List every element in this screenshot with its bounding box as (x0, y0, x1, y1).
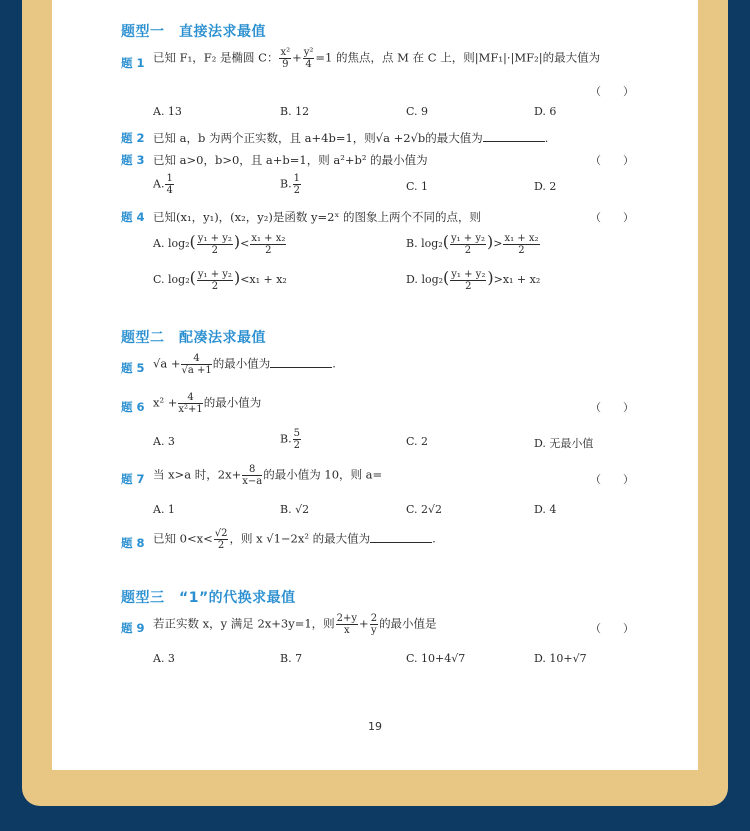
question-number-1: 题 1 (121, 56, 145, 70)
option-1b: B. 12 (280, 105, 310, 118)
answer-paren-6: （ ） (590, 401, 634, 414)
page-number: 19 (368, 720, 382, 733)
answer-paren-7: （ ） (590, 473, 634, 486)
option-1d: D. 6 (534, 105, 557, 118)
question-8-text: 已知 0<x< $\frac{√2}{2}$ ，则 x √1−2x² 的最大值为 . (153, 528, 436, 551)
question-1-text: 已知 F₁，F₂ 是椭圆 C： $\frac{\text{x²}}{9}$ + $\frac{\text{y²}}{4}$ =1 的焦点，点 M 在 C 上，则|MF₁|·|MF₂|的最大值为 (153, 47, 601, 70)
option-4b: B. log₂( $\frac{\text{y₁ + y₂}}{2}$ )> $\frac{\text{x₁ + x₂}}{2}$ (406, 232, 539, 256)
question-number-2: 题 2 (121, 131, 145, 145)
option-6d: D. 无最小值 (534, 437, 594, 450)
option-7a: A. 1 (153, 503, 175, 516)
answer-blank-5 (270, 366, 332, 368)
question-7-text: 当 x>a 时，2x+ $\frac{8}{x-a}$ 的最小值为 10，则 a= (153, 464, 383, 487)
answer-paren-9: （ ） (590, 622, 634, 635)
option-6a: A. 3 (153, 435, 175, 448)
option-9a: A. 3 (153, 652, 175, 665)
option-7d: D. 4 (534, 503, 557, 516)
option-3b: B. $\frac{1}{2}$ (280, 173, 300, 196)
option-4a: A. log₂( $\frac{\text{y₁ + y₂}}{2}$ )< $\frac{\text{x₁ + x₂}}{2}$ (153, 232, 286, 256)
question-number-8: 题 8 (121, 536, 145, 550)
question-9-text: 若正实数 x，y 满足 2x+3y=1，则 $\frac{2+y}{x}$ + $\frac{2}{y}$ 的最小值是 (153, 613, 437, 636)
option-4c: C. log₂( $\frac{\text{y₁ + y₂}}{2}$ )<x₁ + x₂ (153, 268, 287, 292)
option-6c: C. 2 (406, 435, 429, 448)
question-2-text: 已知 a，b 为两个正实数，且 a+4b=1，则√a +2√b的最大值为 . (153, 131, 549, 145)
section-heading-1: 题型一 直接法求最值 (121, 24, 266, 40)
option-7b: B. √2 (280, 503, 310, 516)
answer-paren-1: （ ） (590, 85, 634, 98)
section-heading-3: 题型三 “1”的代换求最值 (121, 590, 296, 606)
question-number-5: 题 5 (121, 361, 145, 375)
page-sheet (52, 0, 698, 770)
answer-paren-3: （ ） (590, 154, 634, 167)
question-number-4: 题 4 (121, 210, 145, 224)
question-4-text: 已知(x₁，y₁)，(x₂，y₂)是函数 y=2ˣ 的图象上两个不同的点，则 (153, 210, 481, 224)
option-7c: C. 2√2 (406, 503, 443, 516)
option-3d: D. 2 (534, 180, 557, 193)
answer-blank-2 (483, 140, 545, 142)
option-6b: B. $\frac{5}{2}$ (280, 428, 300, 451)
question-5-text: √a + $\frac{4}{√a +1}$ 的最小值为 . (153, 353, 336, 376)
option-9c: C. 10+4√7 (406, 652, 466, 665)
option-9b: B. 7 (280, 652, 303, 665)
question-number-6: 题 6 (121, 400, 145, 414)
question-number-9: 题 9 (121, 621, 145, 635)
option-9d: D. 10+√7 (534, 652, 587, 665)
answer-blank-8 (370, 541, 432, 543)
section-heading-2: 题型二 配凑法求最值 (121, 330, 266, 346)
question-3-text: 已知 a>0，b>0，且 a+b=1，则 a²+b² 的最小值为 (153, 153, 428, 167)
question-6-text: x² + $\frac{4}{\text{x²+1}}$ 的最小值为 (153, 392, 262, 415)
question-number-7: 题 7 (121, 472, 145, 486)
answer-paren-4: （ ） (590, 211, 634, 224)
option-4d: D. log₂( $\frac{\text{y₁ + y₂}}{2}$ )>x₁ + x₂ (406, 268, 541, 292)
option-3a: A. $\frac{1}{4}$ (153, 173, 173, 196)
option-1c: C. 9 (406, 105, 429, 118)
option-3c: C. 1 (406, 180, 429, 193)
question-number-3: 题 3 (121, 153, 145, 167)
option-1a: A. 13 (153, 105, 182, 118)
